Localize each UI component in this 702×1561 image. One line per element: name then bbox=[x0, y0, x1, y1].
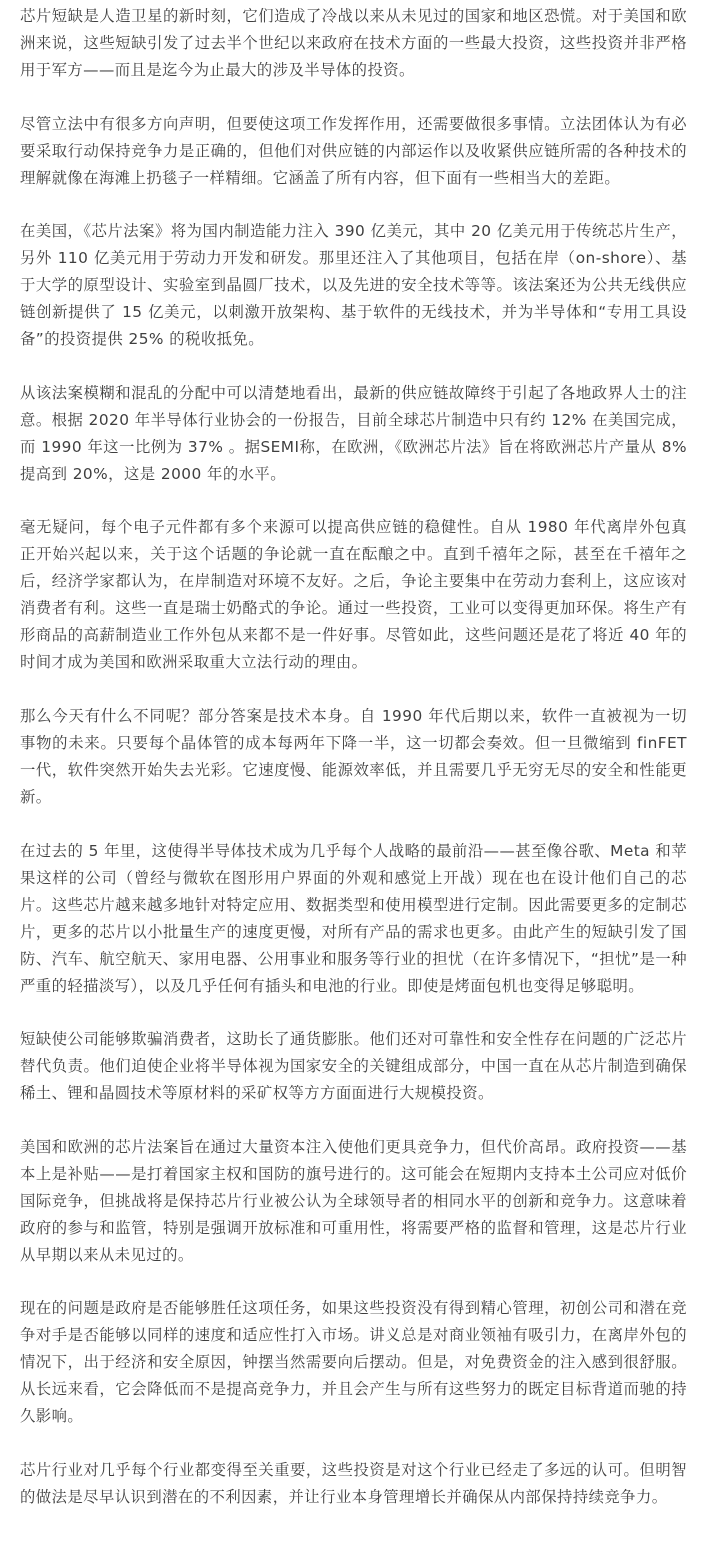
paragraph-9: 美国和欧洲的芯片法案旨在通过大量资本注入使他们更具竞争力，但代价高昂。政府投资——基本上是补贴——是打着国家主权和国防的旗号进行的。这可能会在短期内支持本土公司应对低价国际竞争，但挑战将是保持芯片行业被公认为全球领导者的相同水平的创新和竞争力。这意味着政府的参与和监管，特别是强调开放标准和可重用性，将需要严格的监督和管理，这是芯片行业从早期以来从未见过的。 bbox=[20, 1137, 687, 1264]
paragraph-2: 尽管立法中有很多方向声明，但要使这项工作发挥作用，还需要做很多事情。立法团体认为有必要采取行动保持竞争力是正确的，但他们对供应链的内部运作以及收紧供应链所需的各种技术的理解就像在海滩上扔毯子一样精细。它涵盖了所有内容，但下面有一些相当大的差距。 bbox=[20, 114, 687, 187]
paragraph-4: 从该法案模糊和混乱的分配中可以清楚地看出，最新的供应链故障终于引起了各地政界人士的注意。根据 2020 年半导体行业协会的一份报告，目前全球芯片制造中只有约 12% 在美国完成，而 1990 年这一比例为 37% 。据SEMI称，在欧洲，《欧洲芯片法》旨在将欧洲芯片产量从 8% 提高到 20%，这是 2000 年的水平。 bbox=[20, 383, 687, 483]
paragraph-1: 芯片短缺是人造卫星的新时刻，它们造成了冷战以来从未见过的国家和地区恐慌。对于美国和欧洲来说，这些短缺引发了过去半个世纪以来政府在技术方面的一些最大投资，这些投资并非严格用于军方——而且是迄今为止最大的涉及半导体的投资。 bbox=[20, 7, 687, 79]
paragraph-8: 短缺使公司能够欺骗消费者，这助长了通货膨胀。他们还对可靠性和安全性存在问题的广泛芯片替代负责。他们迫使企业将半导体视为国家安全的关键组成部分，中国一直在从芯片制造到确保稀土、锂和晶圆技术等原材料的采矿权等方方面面进行大规模投资。 bbox=[20, 1030, 687, 1103]
paragraph-5: 毫无疑问，每个电子元件都有多个来源可以提高供应链的稳健性。自从 1980 年代离岸外包真正开始兴起以来，关于这个话题的争论就一直在酝酿之中。直到千禧年之际，甚至在千禧年之后，经济学家都认为，在岸制造对环境不友好。之后，争论主要集中在劳动力套利上，这应该对消费者有利。这些一直是瑞士奶酪式的争论。通过一些投资，工业可以变得更加环保。将生产有形商品的高薪制造业工作外包从来都不是一件好事。尽管如此，这些问题还是花了将近 40 年的时间才成为美国和欧洲采取重大立法行动的理由。 bbox=[20, 518, 687, 672]
paragraph-11: 芯片行业对几乎每个行业都变得至关重要，这些投资是对这个行业已经走了多远的认可。但明智的做法是尽早认识到潜在的不利因素，并让行业本身管理增长并确保从内部保持持续竞争力。 bbox=[20, 1460, 687, 1506]
paragraph-6: 那么今天有什么不同呢？部分答案是技术本身。自 1990 年代后期以来，软件一直被视为一切事物的未来。只要每个晶体管的成本每两年下降一半，这一切都会奏效。但一旦微缩到 finFET 一代，软件突然开始失去光彩。它速度慢、能源效率低，并且需要几乎无穷无尽的安全和性能更新。 bbox=[20, 706, 687, 806]
article-body bbox=[20, 3, 687, 1511]
paragraph-7: 在过去的 5 年里，这使得半导体技术成为几乎每个人战略的最前沿——甚至像谷歌、Meta 和苹果这样的公司（曾经与微软在图形用户界面的外观和感觉上开战）现在也在设计他们自己的芯片。这些芯片越来越多地针对特定应用、数据类型和使用模型进行定制。因此需要更多的定制芯片，更多的芯片以小批量生产的速度更慢，对所有产品的需求也更多。由此产生的短缺引发了国防、汽车、航空航天、家用电器、公用事业和服务等行业的担忧（在许多情况下，“担忧”是一种严重的轻描淡写），以及几乎任何有插头和电池的行业。即使是烤面包机也变得足够聪明。 bbox=[20, 841, 687, 995]
paragraph-10: 现在的问题是政府是否能够胜任这项任务，如果这些投资没有得到精心管理，初创公司和潜在竞争对手是否能够以同样的速度和适应性打入市场。讲义总是对商业领袖有吸引力，在离岸外包的情况下，出于经济和安全原因，钟摆当然需要向后摆动。但是，对免费资金的注入感到很舒服。从长远来看，它会降低而不是提高竞争力，并且会产生与所有这些努力的既定目标背道而驰的持久影响。 bbox=[20, 1299, 687, 1426]
paragraph-3: 在美国，《芯片法案》将为国内制造能力注入 390 亿美元，其中 20 亿美元用于传统芯片生产，另外 110 亿美元用于劳动力开发和研发。那里还注入了其他项目，包括在岸（on-shore）、基于大学的原型设计、实验室到晶圆厂技术，以及先进的安全技术等等。该法案还为公共无线供应链创新提供了 15 亿美元，以刺激开放架构、基于软件的无线技术，并为半导体和“专用工具设备”的投资提供 25% 的税收抵免。 bbox=[20, 222, 687, 349]
